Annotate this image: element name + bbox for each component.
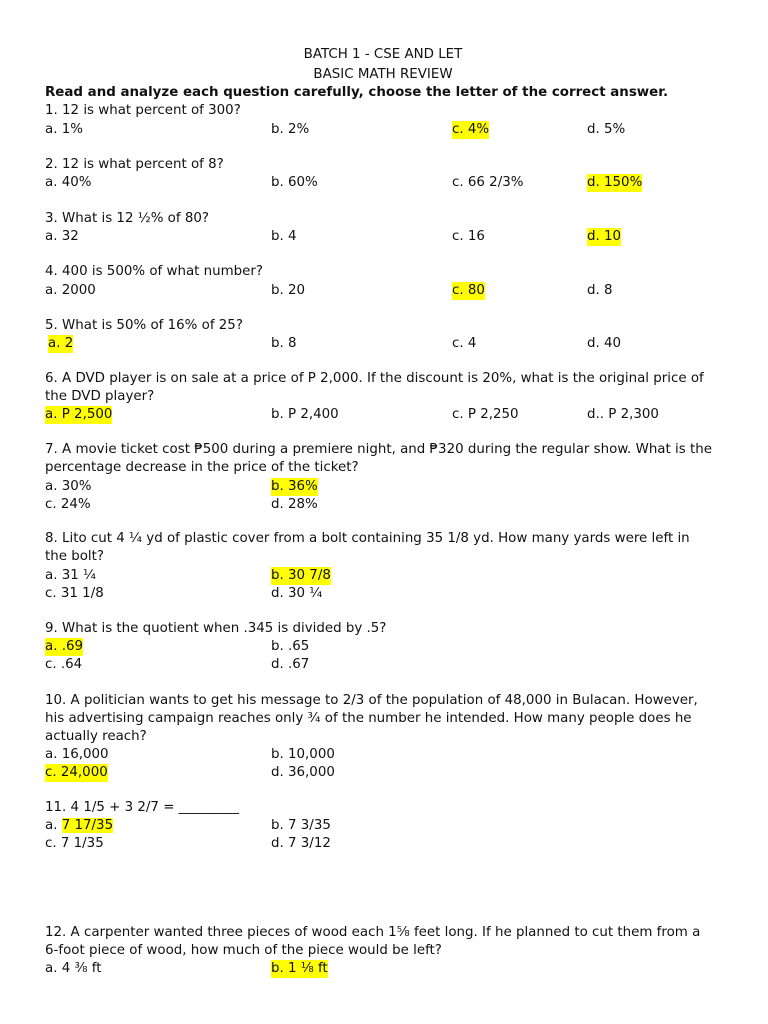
option-a: a. 30%	[45, 479, 92, 494]
question-1: 1. 12 is what percent of 300?	[45, 103, 241, 118]
options-row	[45, 585, 715, 603]
option-b: b. P 2,400	[271, 407, 339, 422]
options-row	[45, 478, 715, 496]
option-d: d. 40	[587, 336, 622, 351]
option-d: d. 5%	[587, 122, 626, 137]
option-a: a. 1%	[45, 122, 83, 137]
instructions: Read and analyze each question carefully, choose the letter of the correct answer.	[45, 85, 669, 100]
option-a-correct: a. .69	[45, 639, 84, 654]
options-row	[45, 496, 715, 514]
option-b: b. 20	[271, 283, 306, 298]
options-row	[45, 282, 715, 300]
option-a-correct	[45, 817, 113, 835]
option-d-correct: d. 150%	[587, 175, 643, 190]
question-8: 8. Lito cut 4 ¼ yd of plastic cover from a bolt containing 35 1/8 yd. How many yards were left in the bolt?	[45, 531, 690, 564]
options-row	[45, 656, 715, 674]
option-a-correct: a. P 2,500	[45, 407, 113, 422]
option-a: a. 31 ¼	[45, 568, 96, 583]
question-12: 12. A carpenter wanted three pieces of wood each 1⅝ feet long. If he planned to cut them from a 6-foot piece of wood, how much of the piece would be left?	[45, 925, 701, 958]
question-4: 4. 400 is 500% of what number?	[45, 264, 264, 279]
options-row	[45, 817, 715, 835]
option-letter: a.	[45, 818, 62, 833]
option-c: c. 4	[452, 336, 477, 351]
option-a: a. 16,000	[45, 747, 109, 762]
option-b: b. .65	[271, 639, 310, 654]
question-2: 2. 12 is what percent of 8?	[45, 157, 224, 172]
option-b: b. 7 3/35	[271, 818, 331, 833]
option-d: d. 28%	[271, 497, 318, 512]
option-c: c. .64	[45, 657, 83, 672]
option-c: c. 16	[452, 229, 485, 244]
options-row	[45, 335, 715, 353]
option-c-correct: c. 80	[452, 283, 485, 298]
option-c: c. 31 1/8	[45, 586, 104, 601]
option-b-correct: b. 36%	[271, 479, 318, 494]
options-row	[45, 764, 715, 782]
option-c: c. P 2,250	[452, 407, 519, 422]
option-b: b. 60%	[271, 175, 318, 190]
options-row	[45, 174, 715, 192]
option-b: b. 4	[271, 229, 297, 244]
question-5: 5. What is 50% of 16% of 25?	[45, 318, 243, 333]
document-subtitle: BASIC MATH REVIEW	[313, 67, 453, 82]
option-c: c. 66 2/3%	[452, 175, 524, 190]
options-row	[45, 960, 715, 978]
option-d: d. 8	[587, 283, 613, 298]
option-d: d. 7 3/12	[271, 836, 331, 851]
option-b: b. 8	[271, 336, 297, 351]
options-row	[45, 406, 715, 424]
options-row	[45, 228, 715, 246]
question-9: 9. What is the quotient when .345 is divided by .5?	[45, 621, 387, 636]
option-b-correct: b. 1 ⅛ ft	[271, 961, 328, 976]
options-row	[45, 746, 715, 764]
option-d: d. 30 ¼	[271, 586, 323, 601]
option-d: d. .67	[271, 657, 310, 672]
option-d: d. 36,000	[271, 765, 335, 780]
option-a: a. 2000	[45, 283, 96, 298]
options-row	[45, 835, 715, 853]
question-3: 3. What is 12 ½% of 80?	[45, 211, 209, 226]
option-c: c. 24%	[45, 497, 91, 512]
option-a: a. 40%	[45, 175, 92, 190]
option-d: d.. P 2,300	[587, 407, 659, 422]
option-a-correct: a. 2	[48, 336, 74, 351]
option-c: c. 7 1/35	[45, 836, 104, 851]
question-10: 10. A politician wants to get his message to 2/3 of the population of 48,000 in Bulacan. However, his advertising campaign reaches only ¾ of the number he intended. How many people does he actually reach?	[45, 693, 698, 744]
question-7: 7. A movie ticket cost ₱500 during a premiere night, and ₱320 during the regular show. What is the percentage decrease in the price of the ticket?	[45, 442, 712, 475]
option-a: a. 32	[45, 229, 79, 244]
document-title: BATCH 1 - CSE AND LET	[303, 47, 463, 62]
option-a: a. 4 ⅜ ft	[45, 961, 102, 976]
options-row	[45, 121, 715, 139]
option-value: 7 17/35	[61, 818, 114, 833]
option-b-correct: b. 30 7/8	[271, 568, 331, 583]
option-d-correct: d. 10	[587, 229, 622, 244]
option-b: b. 10,000	[271, 747, 335, 762]
option-c-correct: c. 4%	[452, 122, 490, 137]
options-row	[45, 638, 715, 656]
question-11: 11. 4 1/5 + 3 2/7 = _________	[45, 800, 239, 815]
option-b: b. 2%	[271, 122, 310, 137]
option-c-correct: c. 24,000	[45, 765, 108, 780]
question-6: 6. A DVD player is on sale at a price of P 2,000. If the discount is 20%, what is the original price of the DVD player?	[45, 371, 704, 404]
options-row	[45, 567, 715, 585]
